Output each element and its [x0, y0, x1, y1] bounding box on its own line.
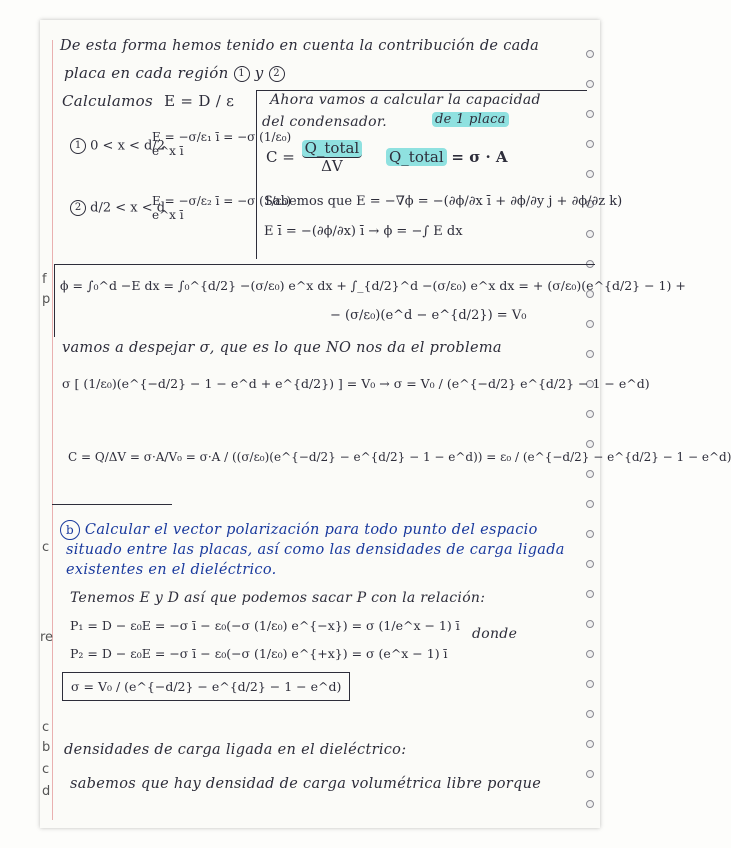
gradient-relation: Sabemos que E = −∇ϕ = −(∂ϕ/∂x ī + ∂ϕ/∂y j + ∂ϕ/∂z k): [264, 194, 623, 209]
capacity-formula: C = $\frac{\text{Q\_total}}{\Delta V}$: [266, 140, 364, 176]
phi-box: [54, 264, 595, 337]
edge-fragment: d: [42, 784, 51, 799]
part-b-marker: b: [60, 520, 80, 540]
edge-fragment: p: [42, 292, 51, 307]
region-1-marker: 1: [234, 66, 250, 82]
region-2-marker: 2: [269, 66, 285, 82]
edge-fragment: c: [42, 720, 50, 735]
tenemos-line: Tenemos E y D así que podemos sacar P con la relación:: [70, 590, 486, 606]
edge-fragment: re: [40, 630, 54, 645]
margin-line: [52, 40, 53, 820]
intro-line-1: De esta forma hemos tenido en cuenta la contribución de cada: [60, 38, 540, 54]
edge-fragment: f: [42, 272, 47, 287]
part-b-line-2: situado entre las placas, así como las densidades de carga ligada: [66, 542, 565, 558]
edge-fragment: b: [42, 740, 51, 755]
phi-line-2: − (σ/ε₀)(e^d − e^{d/2}) = V₀: [330, 308, 527, 323]
region-1-field: E = −σ/ε₁ ī = −σ (1/ε₀) e^x ī: [152, 130, 292, 158]
capacity-result: C = Q/ΔV = σ·A/V₀ = σ·A / ((σ/ε₀)(e^{−d/2} − e^{d/2} − 1 − e^d)) = ε₀ / (e^{−d/2} − e^{d/2} − 1 − e^d): [68, 450, 731, 464]
intro-line-2: placa en cada región 1 y 2: [64, 64, 285, 82]
divider: [52, 504, 172, 505]
box-text-1: Ahora vamos a calcular la capacidad: [270, 92, 541, 108]
phi-line-1: ϕ = ∫₀^d −E dx = ∫₀^{d/2} −(σ/ε₀) e^x dx + ∫_{d/2}^d −(σ/ε₀) e^x dx = + (σ/ε₀)(e^{d/2} − 1) +: [60, 278, 686, 293]
potential-relation: E ī = −(∂ϕ/∂x) ī → ϕ = −∫ E dx: [264, 224, 463, 239]
donde-label: donde: [472, 626, 518, 642]
edge-fragment: c: [42, 762, 50, 777]
notebook-page: [40, 20, 731, 828]
region-1-row: 1 0 < x < d/2: [70, 138, 165, 154]
q-total-formula: Q_total = σ · A: [386, 148, 508, 166]
region-2-field: E = −σ/ε₂ ī = −σ (1/ε₀) e^x ī: [152, 194, 292, 222]
part-b-line-3: existentes en el dieléctrico.: [66, 562, 277, 578]
p1-equation: P₁ = D − ε₀E = −σ ī − ε₀(−σ (1/ε₀) e^{−x}) = σ (1/e^x − 1) ī: [70, 618, 460, 633]
sigma-boxed: σ = V₀ / (e^{−d/2} − e^{d/2} − 1 − e^d): [62, 672, 350, 701]
despejar-line: vamos a despejar σ, que es lo que NO nos da el problema: [62, 340, 502, 356]
part-b-line-1: b Calcular el vector polarización para todo punto del espacio: [60, 520, 538, 540]
sabemos-line: sabemos que hay densidad de carga volumétrica libre porque: [70, 776, 542, 792]
calc-line: Calculamos E = D / ε: [62, 92, 235, 110]
region-2-row: 2 d/2 < x < d: [70, 200, 165, 216]
edge-fragment: c: [42, 540, 50, 555]
box-note: de 1 placa: [432, 112, 509, 127]
box-text-2: del condensador.: [262, 114, 388, 130]
densidades-heading: densidades de carga ligada en el dieléctrico:: [64, 742, 407, 758]
p2-equation: P₂ = D − ε₀E = −σ ī − ε₀(−σ (1/ε₀) e^{+x}) = σ (e^x − 1) ī: [70, 646, 448, 661]
sigma-equation: σ [ (1/ε₀)(e^{−d/2} − 1 − e^d + e^{d/2}) ] = V₀ → σ = V₀ / (e^{−d/2} e^{d/2} − 1 − e^d): [62, 376, 650, 391]
